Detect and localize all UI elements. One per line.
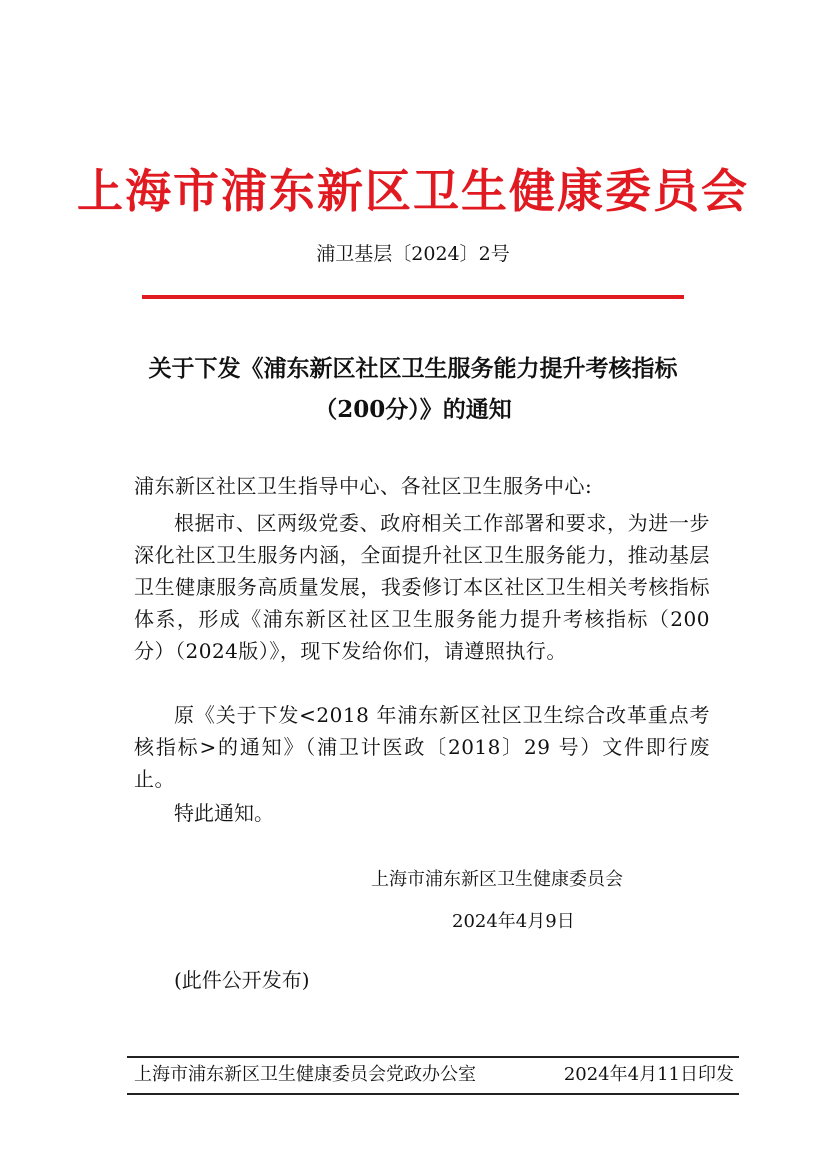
footer-rule-bottom [127,1093,739,1095]
notice-title-line-2: （200分）》的通知 [314,396,512,423]
footer-issuing-office: 上海市浦东新区卫生健康委员会党政办公室 [134,1064,476,1085]
signature-organization: 上海市浦东新区卫生健康委员会 [371,869,623,890]
document-number: 浦卫基层〔2024〕2号 [316,243,510,265]
closing-remark: 特此通知。 [174,801,274,825]
footer-rule-top [127,1056,739,1058]
signature-date: 2024年4月9日 [452,911,575,932]
addressee: 浦东新区社区卫生指导中心、各社区卫生服务中心: [134,474,593,498]
body-paragraph-1: 根据市、区两级党委、政府相关工作部署和要求，为进一步深化社区卫生服务内涵，全面提升社区卫生服务能力，推动基层卫生健康服务高质量发展，我委修订本区社区卫生相关考核指标体系，形成《浦东新区社区卫生服务能力提升考核指标（200分）（2024版）》，现下发给你们，请遵照执行。 [134,511,710,663]
publication-note: (此件公开发布) [174,968,310,992]
red-divider [142,295,684,299]
notice-title-line-1: 关于下发《浦东新区社区卫生服务能力提升考核指标 [148,355,678,382]
footer-print-date: 2024年4月11日印发 [563,1064,734,1085]
issuer-header: 上海市浦东新区卫生健康委员会 [77,164,749,218]
body-paragraph-2: 原《关于下发<2018 年浦东新区社区卫生综合改革重点考核指标>的通知》（浦卫计医政〔2018〕29 号）文件即行废止。 [134,703,710,791]
